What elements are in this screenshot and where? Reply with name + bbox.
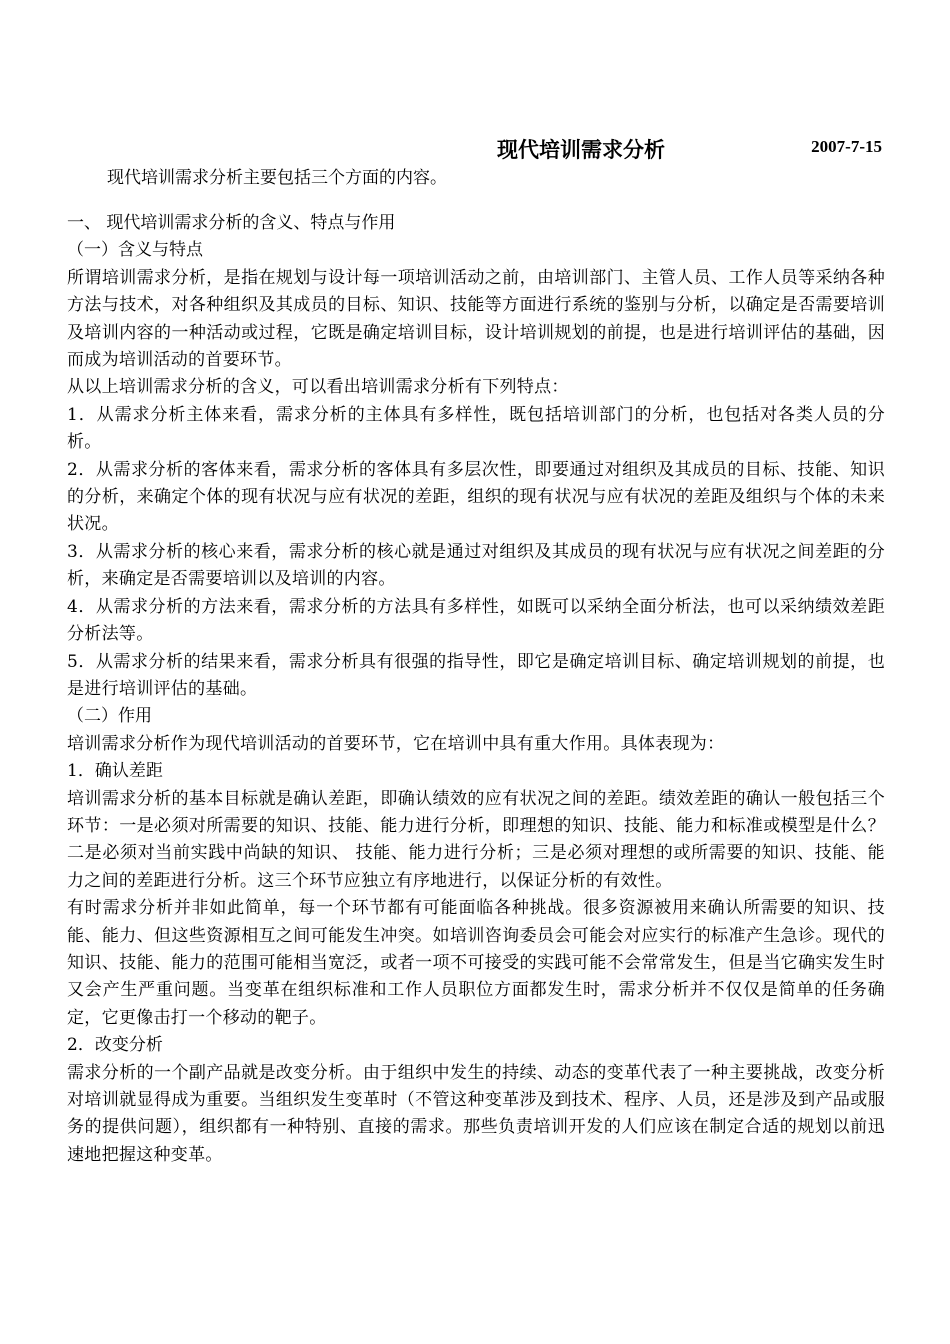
subsection-heading: （二）作用 bbox=[67, 706, 152, 727]
item-heading: 1．确认差距 bbox=[67, 761, 163, 782]
paragraph: 培训需求分析作为现代培训活动的首要环节，它在培训中具有重大作用。具体表现为： bbox=[67, 733, 725, 754]
subsection-heading: （一）含义与特点 bbox=[67, 240, 203, 261]
paragraph: 从以上培训需求分析的含义，可以看出培训需求分析有下列特点： bbox=[67, 377, 569, 398]
document-page bbox=[67, 134, 885, 1169]
document-date: 2007-7-15 bbox=[811, 137, 882, 156]
item-heading: 2．改变分析 bbox=[67, 1035, 163, 1056]
intro-paragraph: 现代培训需求分析主要包括三个方面的内容。 bbox=[107, 168, 447, 188]
list-item: 1．从需求分析主体来看，需求分析的主体具有多样性，既包括培训部门的分析，也包括对各类人员的分析。 bbox=[67, 404, 885, 453]
document-title: 现代培训需求分析 bbox=[497, 137, 665, 162]
title-row bbox=[67, 134, 885, 162]
list-item: 3．从需求分析的核心来看，需求分析的核心就是通过对组织及其成员的现有状况与应有状况之间差距的分析，来确定是否需要培训以及培训的内容。 bbox=[67, 541, 885, 590]
section-heading: 一、 现代培训需求分析的含义、特点与作用 bbox=[67, 213, 396, 233]
paragraph: 培训需求分析的基本目标就是确认差距，即确认绩效的应有状况之间的差距。绩效差距的确认一般包括三个环节：一是必须对所需要的知识、技能、能力进行分析，即理想的知识、技能、能力和标准或模型是什么？二是必须对当前实践中尚缺的知识、 技能、能力进行分析；三是必须对理想的或所需要的知识、技能、能力之间的差距进行分析。这三个环节应独立有序地进行，以保证分析的有效性。 bbox=[67, 788, 885, 891]
list-item: 2．从需求分析的客体来看，需求分析的客体具有多层次性，即要通过对组织及其成员的目标、技能、知识的分析，来确定个体的现有状况与应有状况的差距，组织的现有状况与应有状况的差距及组织与个体的未来状况。 bbox=[67, 459, 885, 535]
list-item: 5．从需求分析的结果来看，需求分析具有很强的指导性，即它是确定培训目标、确定培训规划的前提，也是进行培训评估的基础。 bbox=[67, 651, 885, 699]
spacer bbox=[67, 192, 885, 210]
paragraph: 有时需求分析并非如此简单，每一个环节都有可能面临各种挑战。很多资源被用来确认所需要的知识、技能、能力、但这些资源相互之间可能发生冲突。如培训咨询委员会可能会对应实行的标准产生急诊。现代的知识、技能、能力的范围可能相当宽泛，或者一项不可接受的实践可能不会常常发生，但是当它确实发生时又会产生严重问题。当变革在组织标准和工作人员职位方面都发生时，需求分析并不仅仅是简单的任务确定，它更像击打一个移动的靶子。 bbox=[67, 898, 885, 1028]
paragraph: 所谓培训需求分析，是指在规划与设计每一项培训活动之前，由培训部门、主管人员、工作人员等采纳各种方法与技术，对各种组织及其成员的目标、知识、技能等方面进行系统的鉴别与分析，以确定是否需要培训及培训内容的一种活动或过程，它既是确定培训目标，设计培训规划的前提，也是进行培训评估的基础，因而成为培训活动的首要环节。 bbox=[67, 267, 885, 371]
paragraph: 需求分析的一个副产品就是改变分析。由于组织中发生的持续、动态的变革代表了一种主要挑战，改变分析对培训就显得成为重要。当组织发生变革时（不管这种变革涉及到技术、程序、人员，还是涉及到产品或服务的提供问题），组织都有一种特别、直接的需求。那些负责培训开发的人们应该在制定合适的规划以前迅速地把握这种变革。 bbox=[67, 1062, 885, 1165]
list-item: 4．从需求分析的方法来看，需求分析的方法具有多样性，如既可以采纳全面分析法，也可以采纳绩效差距分析法等。 bbox=[67, 596, 885, 645]
